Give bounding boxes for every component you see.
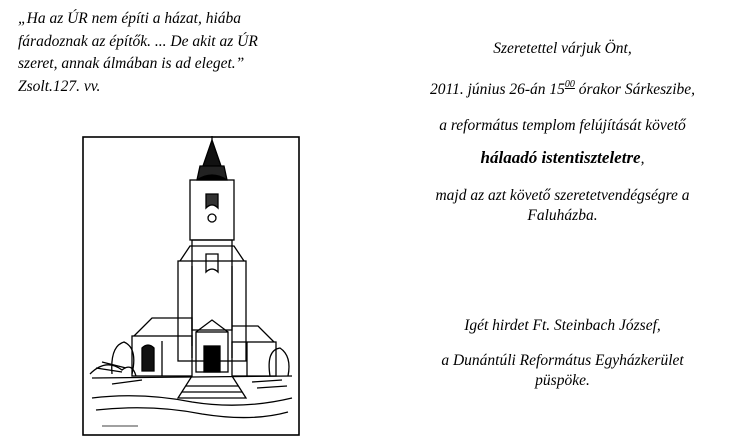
date-prefix: 2011. június 26-án 15 — [429, 81, 565, 98]
bible-quote — [18, 8, 318, 98]
after-line-1: majd az azt követő szeretetvendégségre a — [435, 187, 690, 204]
preacher-title-1: a Dunántúli Református Egyházkerület — [441, 352, 684, 369]
quote-line: „Ha az ÚR nem építi a házat, hiába — [18, 10, 242, 27]
preacher-title-2: püspöke. — [535, 372, 590, 389]
date-suffix: órakor Sárkeszibe, — [574, 81, 696, 98]
service-title: hálaadó istentiszteletre — [480, 148, 641, 167]
quote-reference: Zsolt.127. vv. — [18, 77, 101, 95]
quote-line: szeret, annak álmában is ad eleget.” — [18, 55, 245, 72]
after-line-2: Faluházba. — [527, 207, 598, 224]
service-line — [390, 148, 735, 168]
occasion: a református templom felújítását követő — [439, 117, 686, 134]
quote-line: fáradoznak az építők. ... De akit az ÚR — [18, 32, 258, 50]
date-time — [390, 79, 735, 99]
greeting: Szeretettel várjuk Önt, — [493, 40, 632, 57]
time-minutes: 00 — [564, 79, 575, 90]
service-comma: , — [640, 150, 645, 167]
church-illustration — [82, 136, 300, 436]
preacher-name: Igét hirdet Ft. Steinbach József, — [464, 317, 661, 334]
